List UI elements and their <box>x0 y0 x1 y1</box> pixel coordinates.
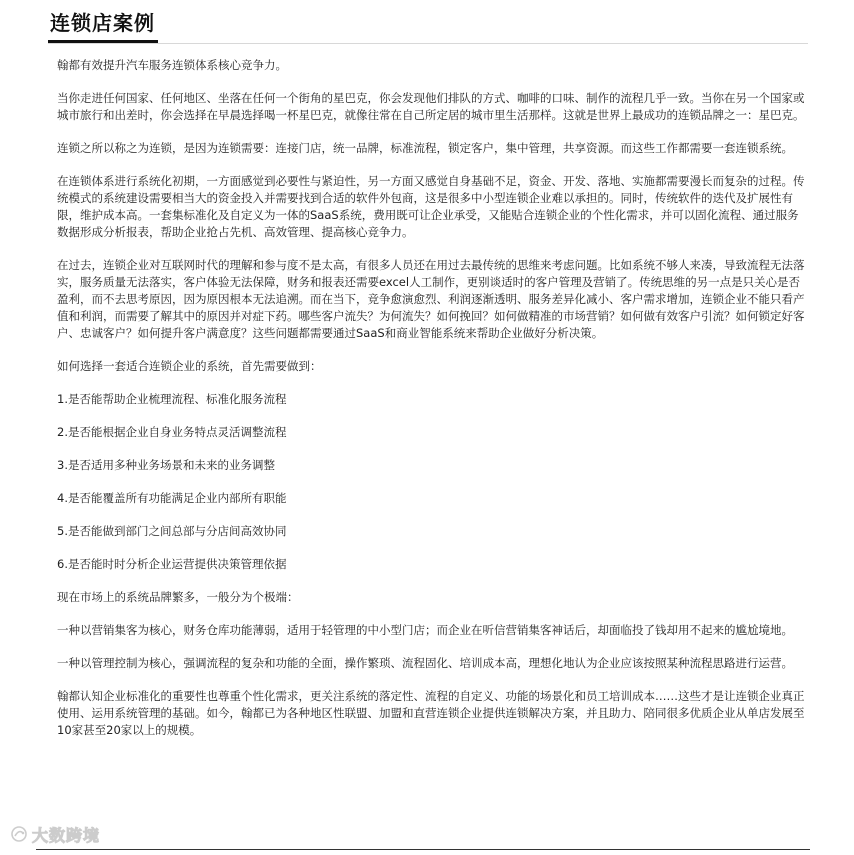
paragraph-early-stage: 在连锁体系进行系统化初期，一方面感觉到必要性与紧迫性，另一方面又感觉自身基础不足，资金、开发、落地、实施都需要漫长而复杂的过程。传统模式的系统建设需要相当大的资金投入并需要找到合适的软件外包商，这是很多中小型连锁企业难以承担的。同时，传统软件的迭代及扩展性有限，维护成本高。一套集标准化及自定义为一体的SaaS系统，费用既可让企业承受，又能贴合连锁企业的个性化需求，并可以固化流程、通过服务数据形成分析报表，帮助企业抢占先机、高效管理、提高核心竞争力。 <box>57 174 805 239</box>
paragraph-starbucks: 当你走进任何国家、任何地区、坐落在任何一个街角的星巴克，你会发现他们排队的方式、咖啡的口味、制作的流程几乎一致。当你在另一个国家或城市旅行和出差时，你会选择在早晨选择喝一杯星巴克，就像往常在自己所定居的城市里生活那样。这就是世界上最成功的连锁品牌之一：星巴克。 <box>57 91 805 122</box>
watermark-logo-icon <box>10 825 28 843</box>
list-item-6: 6.是否能时时分析企业运营提供决策管理依据 <box>57 557 287 571</box>
page-title: 连锁店案例 <box>50 11 155 35</box>
list-item-3: 3.是否适用多种业务场景和未来的业务调整 <box>57 458 275 472</box>
paragraph-conclusion: 翰都认知企业标准化的重要性也尊重个性化需求，更关注系统的落定性、流程的自定义、功能的场景化和员工培训成本……这些才是让连锁企业真正使用、运用系统管理的基础。如今，翰都已为各种地区性联盟、加盟和直营连锁企业提供连锁解决方案，并且助力、陪同很多优质企业从单店发展至10家甚至20家以上的规模。 <box>57 689 805 737</box>
footer-divider <box>36 849 810 850</box>
list-item-1: 1.是否能帮助企业梳理流程、标准化服务流程 <box>57 392 287 406</box>
paragraph-management-type: 一种以管理控制为核心，强调流程的复杂和功能的全面，操作繁琐、流程固化、培训成本高，理想化地认为企业应该按照某种流程思路进行运营。 <box>57 656 793 670</box>
paragraph-chain-definition: 连锁之所以称之为连锁，是因为连锁需要：连接门店，统一品牌，标准流程，锁定客户，集中管理，共享资源。而这些工作都需要一套连锁系统。 <box>57 141 793 155</box>
list-item-4: 4.是否能覆盖所有功能满足企业内部所有职能 <box>57 491 287 505</box>
paragraph-intro: 翰都有效提升汽车服务连锁体系核心竞争力。 <box>57 58 287 72</box>
paragraph-how-to-choose: 如何选择一套适合连锁企业的系统，首先需要做到： <box>57 359 322 373</box>
paragraph-marketing-type: 一种以营销集客为核心，财务仓库功能薄弱，适用于轻管理的中小型门店；而企业在听信营销集客神话后，却面临投了钱却用不起来的尴尬境地。 <box>57 623 793 637</box>
watermark-text: 大数跨境 <box>32 825 101 845</box>
header-divider <box>48 43 808 44</box>
watermark <box>10 823 100 845</box>
list-item-2: 2.是否能根据企业自身业务特点灵活调整流程 <box>57 425 287 439</box>
paragraph-past-thinking: 在过去，连锁企业对互联网时代的理解和参与度不是太高，有很多人员还在用过去最传统的思维来考虑问题。比如系统不够人来凑，导致流程无法落实，服务质量无法落实，客户体验无法保障，财务和报表还需要excel人工制作，更别谈适时的客户管理及营销了。传统思维的另一点是只关心是否盈利，而不去思考原因，因为原因根本无法追溯。而在当下，竞争愈演愈烈、利润逐渐透明、服务差异化减小、客户需求增加，连锁企业不能只看产值和利润，而需要了解其中的原因并对症下药。哪些客户流失？为何流失？如何挽回？如何做精准的市场营销？如何做有效客户引流？如何锁定好客户、忠诚客户？如何提升客户满意度？这些问题都需要通过SaaS和商业智能系统来帮助企业做好分析决策。 <box>57 258 805 340</box>
page-header <box>0 0 854 44</box>
article-body <box>57 57 807 755</box>
paragraph-market: 现在市场上的系统品牌繁多，一般分为个极端： <box>57 590 299 604</box>
list-item-5: 5.是否能做到部门之间总部与分店间高效协同 <box>57 524 287 538</box>
